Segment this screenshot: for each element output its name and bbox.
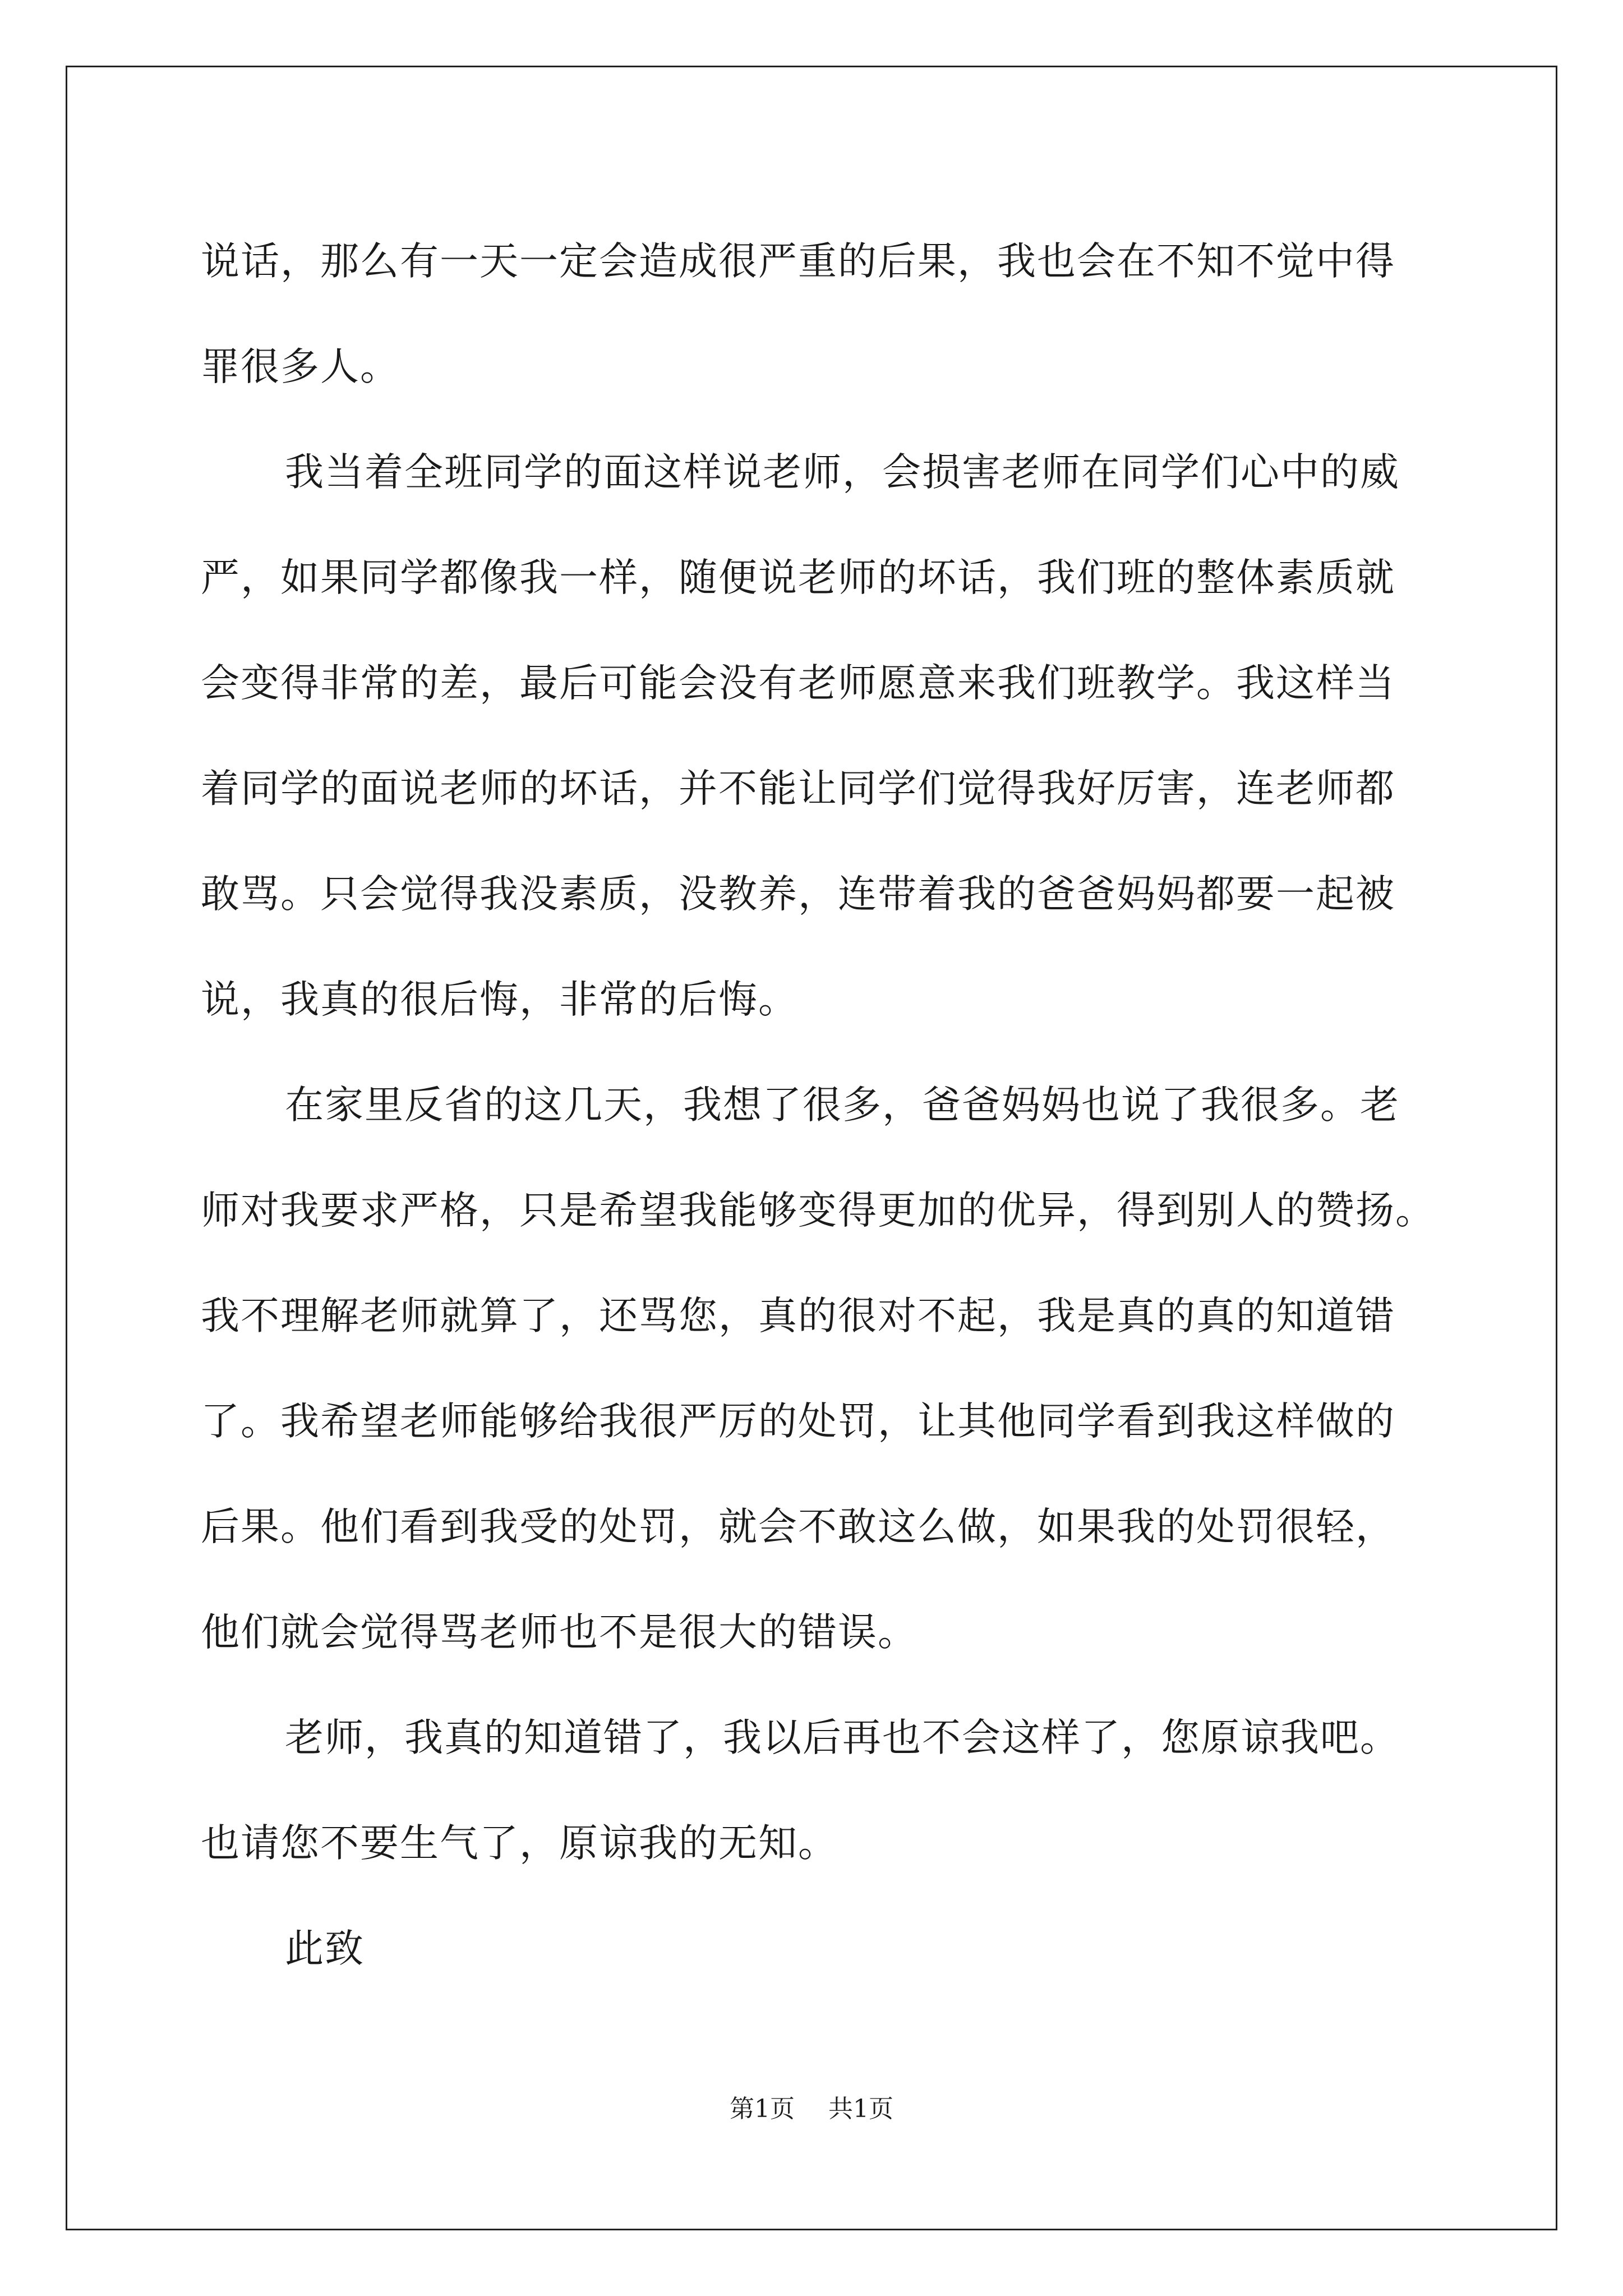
text-line: 也请您不要生气了，原谅我的无知。	[201, 1821, 838, 1866]
text-line: 说话，那么有一天一定会造成很严重的后果，我也会在不知不觉中得	[201, 239, 1395, 284]
page-total: 共1页	[828, 2095, 893, 2123]
text-line: 师对我要求严格，只是希望我能够变得更加的优异，得到别人的赞扬。	[201, 1188, 1435, 1233]
paragraph-first-line: 在家里反省的这几天，我想了很多，爸爸妈妈也说了我很多。老	[285, 1083, 1400, 1128]
page-number: 第1页	[730, 2095, 795, 2123]
text-line: 罪很多人。	[201, 344, 400, 389]
page-footer	[0, 2092, 1623, 2126]
closing-salutation: 此致	[285, 1926, 365, 1971]
paragraph-first-line: 我当着全班同学的面这样说老师，会损害老师在同学们心中的威	[285, 450, 1400, 495]
text-line: 敢骂。只会觉得我没素质，没教养，连带着我的爸爸妈妈都要一起被	[201, 872, 1395, 917]
letter-body	[201, 209, 1435, 2001]
paragraph-first-line: 老师，我真的知道错了，我以后再也不会这样了，您原谅我吧。	[285, 1715, 1400, 1760]
text-line: 严，如果同学都像我一样，随便说老师的坏话，我们班的整体素质就	[201, 555, 1395, 600]
text-line: 后果。他们看到我受的处罚，就会不敢这么做，如果我的处罚很轻，	[201, 1504, 1395, 1549]
text-line: 说，我真的很后悔，非常的后悔。	[201, 977, 798, 1022]
text-line: 会变得非常的差，最后可能会没有老师愿意来我们班教学。我这样当	[201, 661, 1395, 706]
text-line: 我不理解老师就算了，还骂您，真的很对不起，我是真的真的知道错	[201, 1294, 1395, 1338]
text-line: 他们就会觉得骂老师也不是很大的错误。	[201, 1610, 917, 1655]
text-line: 了。我希望老师能够给我很严厉的处罚，让其他同学看到我这样做的	[201, 1399, 1395, 1444]
text-line: 着同学的面说老师的坏话，并不能让同学们觉得我好厉害，连老师都	[201, 766, 1395, 811]
